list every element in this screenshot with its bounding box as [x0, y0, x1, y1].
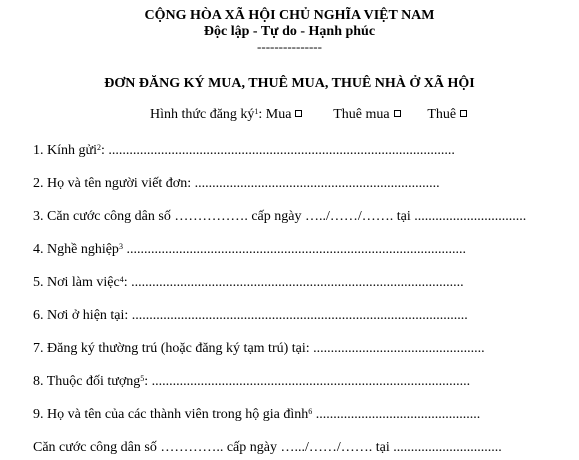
field-applicant-name[interactable]: 2. Họ và tên người viết đơn: ...................................................................... — [33, 176, 440, 191]
option-buy-checkbox[interactable] — [295, 110, 302, 117]
option-lease-purchase-checkbox[interactable] — [394, 110, 401, 117]
field-recipient[interactable]: 1. Kính gửi$^2$: ................................................................................................... — [33, 143, 455, 158]
field-id-card[interactable]: 3. Căn cước công dân số ……………. cấp ngày …../……/……. tại ................................ — [33, 209, 527, 224]
field-registered-residence[interactable]: 7. Đăng ký thường trú (hoặc đăng ký tạm trú) tại: ................................................. — [33, 341, 485, 356]
footnote-ref: 1 — [254, 107, 259, 116]
country-name: CỘNG HÒA XÃ HỘI CHỦ NGHĨA VIỆT NAM — [144, 8, 435, 23]
field-beneficiary-group[interactable]: 8. Thuộc đối tượng$^5$: ........................................................................................... — [33, 374, 471, 389]
form-title: ĐƠN ĐĂNG KÝ MUA, THUÊ MUA, THUÊ NHÀ Ở XÃ HỘI — [104, 76, 475, 91]
registration-type-colon: : — [258, 107, 263, 122]
option-rent-checkbox[interactable] — [460, 110, 467, 117]
option-buy-label: Mua — [265, 107, 292, 122]
option-rent-label: Thuê — [427, 107, 457, 122]
registration-type-label: Hình thức đăng ký — [150, 107, 255, 122]
field-member-id-card[interactable]: Căn cước công dân số ………….. cấp ngày ….../……/……. tại ............................... — [33, 440, 502, 455]
motto: Độc lập - Tự do - Hạnh phúc — [203, 24, 376, 39]
option-lease-purchase-label: Thuê mua — [333, 107, 390, 122]
field-workplace[interactable]: 5. Nơi làm việc$^4$: ............................................................................................... — [33, 275, 464, 290]
field-household-members[interactable]: 9. Họ và tên của các thành viên trong hộ gia đình$^6$ ............................................... — [33, 407, 481, 422]
header-divider: --------------- — [257, 39, 322, 54]
field-occupation[interactable]: 4. Nghề nghiệp$^3$ ................................................................................................. — [33, 242, 466, 257]
registration-type-row — [150, 107, 467, 123]
field-current-residence[interactable]: 6. Nơi ở hiện tại: ................................................................................................ — [33, 308, 468, 323]
